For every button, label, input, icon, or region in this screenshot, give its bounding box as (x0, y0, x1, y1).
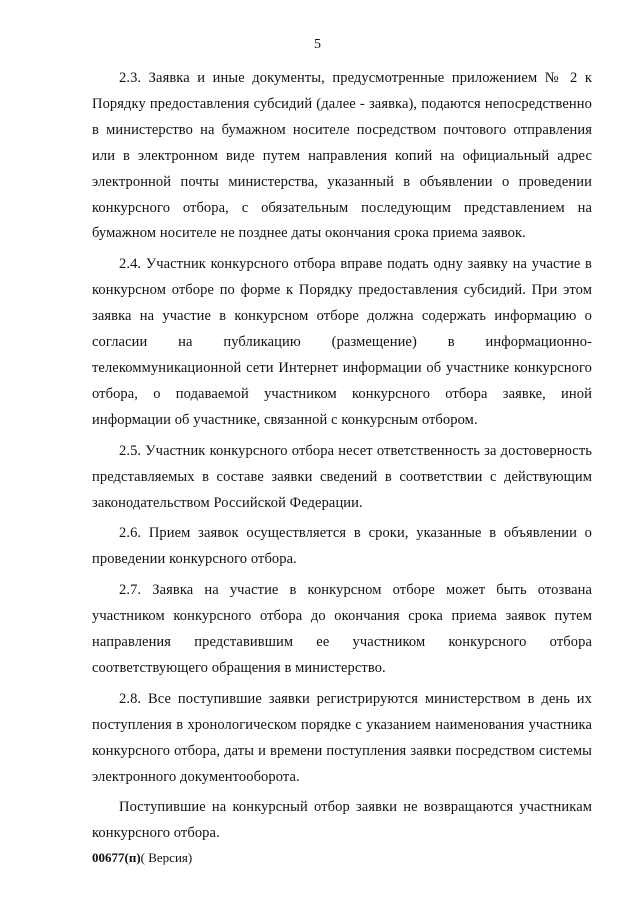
paragraph-2-7: 2.7. Заявка на участие в конкурсном отборе может быть отозвана участником конкурсного отбора до окончания срока приема заявок путем направления представившим ее участником конкурсного отбора соответствующего обращения в министерство. (92, 582, 592, 676)
document-code: 00677(п) (92, 850, 141, 865)
page-number: 5 (314, 37, 321, 52)
paragraph-2-5: 2.5. Участник конкурсного отбора несет ответственность за достоверность представляемых в составе заявки сведений в соответствии с действующим законодательством Российской Федерации. (92, 442, 592, 511)
paragraph-2-3: 2.3. Заявка и иные документы, предусмотренные приложением № 2 к Порядку предоставления субсидий (далее - заявка), подаются непосредственно в министерство на бумажном носителе посредством почтового отправления или в электронном виде путем направления копий на официальный адрес электронной почты министерства, указанный в объявлении о проведении конкурсного отбора, с обязательным последующим представлением на бумажном носителе не позднее даты окончания срока приема заявок. (92, 70, 592, 242)
document-version: ( Версия) (140, 850, 193, 865)
paragraph-2-8: 2.8. Все поступившие заявки регистрируются министерством в день их поступления в хронологическом порядке с указанием наименования участника конкурсного отбора, даты и времени поступления заявки посредством системы электронного документооборота. (92, 690, 592, 785)
paragraph-no-return: Поступившие на конкурсный отбор заявки не возвращаются участникам конкурсного отбора. (92, 799, 592, 842)
document-footer (92, 850, 192, 866)
paragraph-2-6: 2.6. Прием заявок осуществляется в сроки, указанные в объявлении о проведении конкурсного отбора. (92, 525, 592, 568)
paragraph-2-4: 2.4. Участник конкурсного отбора вправе подать одну заявку на участие в конкурсном отборе по форме к Порядку предоставления субсидий. При этом заявка на участие в конкурсном отборе должна содержать информацию о согласии на публикацию (размещение) в информационно-телекоммуникационной сети Интернет информации об участнике конкурсного отбора, о подаваемой участником конкурсного отбора заявке, иной информации об участнике, связанной с конкурсным отбором. (92, 256, 592, 428)
document-body (92, 66, 592, 852)
